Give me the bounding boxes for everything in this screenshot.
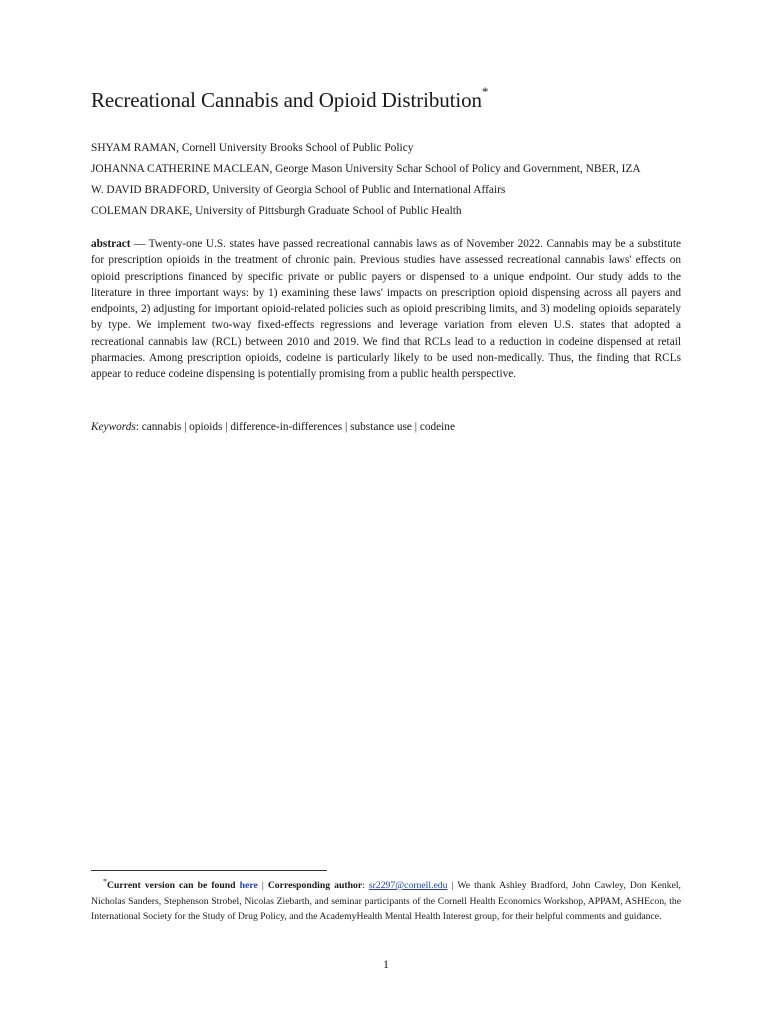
- page-number: 1: [383, 957, 389, 971]
- footnote-marker: *: [103, 877, 108, 886]
- corresponding-author-label: Corresponding author: [267, 880, 363, 892]
- abstract-text: Twenty-one U.S. states have passed recreational cannabis laws as of November 2022. Cannabis may be a substitute for prescription opioids in the treatment of chronic pain. Previous studies have assessed recreational cannabis laws' effects on opioid prescriptions financed by specific private or public payers or dispensed to a unique endpoint. Our study adds to the literature in three important ways: by 1) examining these laws' impacts on prescription opioid dispensing across all payers and endpoints, 2) adjusting for important opioid-related policies such as opioid prescribing limits, and 3) modeling opioids separately by type. We implement two-way fixed-effects regressions and leverage variation from eleven U.S. states that adopted a recreational cannabis law (RCL) between 2010 and 2019. We find that RCLs lead to a reduction in codeine dispensed at retail pharmacies. Among prescription opioids, codeine is particularly likely to be used non-medically. Thus, the finding that RCLs appear to reduce codeine dispensing is potentially promising from a public health perspective.: [91, 238, 681, 381]
- abstract: [91, 236, 681, 383]
- author-affiliation: University of Georgia School of Public and International Affairs: [212, 184, 506, 196]
- author-line: W. DAVID BRADFORD, University of Georgia School of Public and International Affairs: [91, 184, 506, 196]
- author-name: W. DAVID BRADFORD: [91, 184, 207, 196]
- author-affiliation: University of Pittsburgh Graduate School of Public Health: [195, 205, 462, 217]
- title-text: Recreational Cannabis and Opioid Distribution: [91, 88, 482, 112]
- footnote-divider: [91, 870, 327, 871]
- keywords: [91, 419, 455, 435]
- keywords-label: Keywords: [91, 421, 136, 433]
- footnote-version-label: Current version can be found: [107, 880, 236, 892]
- abstract-label: abstract: [91, 238, 131, 250]
- footnote: [91, 874, 681, 925]
- keywords-text: : cannabis | opioids | difference-in-differences | substance use | codeine: [135, 421, 455, 433]
- abstract-dash: —: [130, 238, 149, 250]
- paper-title: [91, 84, 489, 113]
- author-name: SHYAM RAMAN: [91, 142, 177, 154]
- footnote-colon: :: [362, 880, 369, 892]
- author-line: COLEMAN DRAKE, University of Pittsburgh Graduate School of Public Health: [91, 205, 462, 217]
- author-list: [91, 138, 691, 222]
- author-name: JOHANNA CATHERINE MACLEAN: [91, 163, 270, 175]
- current-version-link[interactable]: here: [239, 880, 258, 892]
- corresponding-email-link[interactable]: sr2297@cornell.edu: [368, 880, 448, 892]
- author-affiliation: George Mason University Schar School of Policy and Government, NBER, IZA: [275, 163, 641, 175]
- author-line: JOHANNA CATHERINE MACLEAN, George Mason University Schar School of Policy and Government, NBER, IZA: [91, 163, 641, 175]
- author-line: SHYAM RAMAN, Cornell University Brooks School of Public Policy: [91, 142, 414, 154]
- author-name: COLEMAN DRAKE: [91, 205, 190, 217]
- title-footnote-marker: *: [481, 84, 489, 99]
- footnote-thanks: | We thank Ashley Bradford, John Cawley, Don Kenkel, Nicholas Sanders, Stephenson Strobel, Nicolas Ziebarth, and seminar participants of the Cornell Health Economics Workshop, APPAM, ASHEcon, the International Society for the Study of Drug Policy, and the AcademyHealth Mental Health Interest group, for their helpful comments and guidance.: [91, 880, 681, 923]
- footnote-separator: |: [257, 880, 268, 892]
- author-affiliation: Cornell University Brooks School of Public Policy: [181, 142, 414, 154]
- paper-page: [91, 0, 681, 1024]
